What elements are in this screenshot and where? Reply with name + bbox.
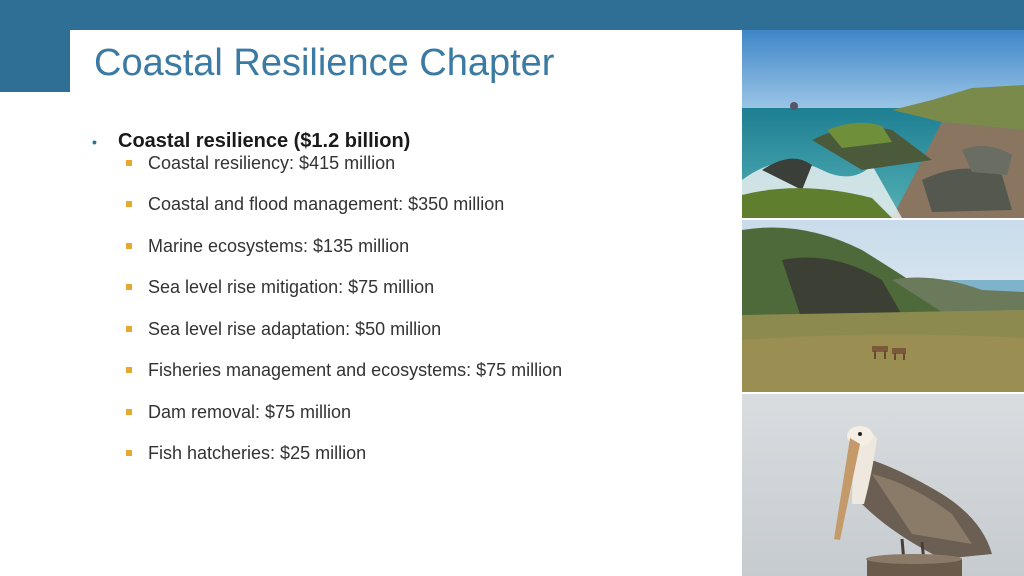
bullet-dot-icon: • xyxy=(92,134,97,150)
square-bullet-icon xyxy=(126,326,132,332)
list-item: Sea level rise adaptation: $50 million xyxy=(92,319,732,361)
main-bullet xyxy=(92,130,732,153)
square-bullet-icon xyxy=(126,367,132,373)
photo-column xyxy=(742,30,1024,576)
list-item: Sea level rise mitigation: $75 million xyxy=(92,277,732,319)
header-band xyxy=(0,0,1024,30)
square-bullet-icon xyxy=(126,160,132,166)
list-item: Fisheries management and ecosystems: $75 million xyxy=(92,360,732,402)
main-bullet-text: Coastal resilience ($1.2 billion) xyxy=(118,130,411,152)
square-bullet-icon xyxy=(126,243,132,249)
pelican-photo xyxy=(742,394,1024,576)
content-area xyxy=(92,130,732,485)
list-item: Dam removal: $75 million xyxy=(92,402,732,444)
coastal-cliffs-with-deer-photo xyxy=(742,220,1024,392)
slide-title: Coastal Resilience Chapter xyxy=(94,42,555,84)
accent-block xyxy=(0,0,70,92)
list-item: Marine ecosystems: $135 million xyxy=(92,236,732,278)
list-item: Coastal resiliency: $415 million xyxy=(92,153,732,194)
square-bullet-icon xyxy=(126,284,132,290)
rocky-beach-photo xyxy=(742,30,1024,218)
sub-bullet-list xyxy=(92,153,732,485)
list-item: Fish hatcheries: $25 million xyxy=(92,443,732,485)
square-bullet-icon xyxy=(126,450,132,456)
square-bullet-icon xyxy=(126,409,132,415)
list-item: Coastal and flood management: $350 million xyxy=(92,194,732,236)
square-bullet-icon xyxy=(126,201,132,207)
